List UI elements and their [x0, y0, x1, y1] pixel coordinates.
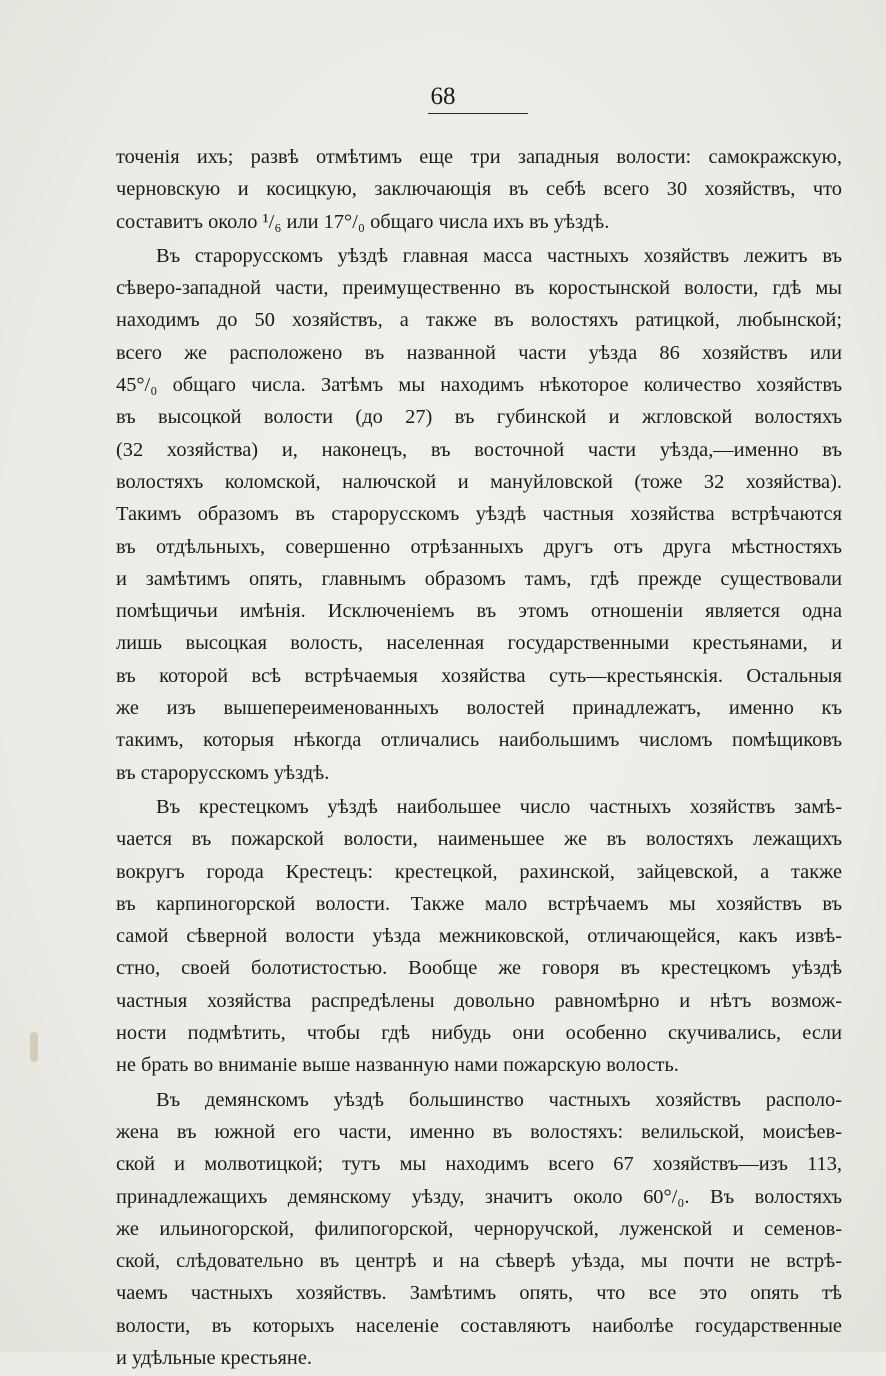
text-line: и удѣльные крестьяне.: [116, 1346, 312, 1369]
text-line: не брать во вниманіе выше названную нами пожарскую волость.: [116, 1054, 679, 1077]
text-line: чаемъ частныхъ хозяйствъ. Замѣтимъ опять, что все это опять тѣ: [116, 1282, 842, 1305]
text-line: въ высоцкой волости (до 27) въ губинской и жгловской волостяхъ: [116, 406, 842, 429]
text-line: лишь высоцкая волость, населенная государственными крестьянами, и: [116, 632, 842, 655]
page-number-rule: [428, 113, 528, 114]
text-line: въ которой всѣ встрѣчаемыя хозяйства суть—крестьянскія. Остальныя: [116, 664, 842, 687]
text-line: и замѣтимъ опять, главнымъ образомъ тамъ, гдѣ прежде существовали: [116, 567, 842, 590]
page-number: 68: [430, 83, 456, 110]
text-line: Въ демянскомъ уѣздѣ большинство частныхъ хозяйствъ располо-: [156, 1088, 842, 1111]
text-line: такимъ, которыя нѣкогда отличались наибольшимъ числомъ помѣщиковъ: [116, 729, 842, 752]
text-line: же ильиногорской, филипогорской, черноручской, луженской и семенов-: [116, 1217, 842, 1240]
text-line: въ карпиногорской волости. Также мало встрѣчаемъ мы хозяйствъ въ: [116, 892, 842, 915]
text-line: Такимъ образомъ въ старорусскомъ уѣздѣ частныя хозяйства встрѣчаются: [116, 503, 842, 526]
text-line: въ старорусскомъ уѣздѣ.: [116, 761, 330, 784]
text-line: чается въ пожарской волости, наименьшее же въ волостяхъ лежащихъ: [116, 828, 842, 851]
text-line: принадлежащихъ демянскому уѣзду, значитъ около 60°/₀. Въ волостяхъ: [116, 1185, 842, 1208]
text-line: точенія ихъ; развѣ отмѣтимъ еще три западныя волости: самокражскую,: [116, 146, 842, 168]
text-line: въ отдѣльныхъ, совершенно отрѣзанныхъ другъ отъ друга мѣстностяхъ: [116, 535, 842, 558]
text-line: всего же расположено въ названной части уѣзда 86 хозяйствъ или: [116, 341, 842, 364]
text-line: (32 хозяйства) и, наконецъ, въ восточной части уѣзда,—именно въ: [116, 438, 842, 461]
text-line: 45°/₀ общаго числа. Затѣмъ мы находимъ нѣкоторое количество хозяйствъ: [116, 374, 842, 397]
text-line: стно, своей болотистостью. Вообще же говоря въ крестецкомъ уѣздѣ: [116, 957, 842, 980]
text-line: вокругъ города Крестецъ: крестецкой, рахинской, зайцевской, а также: [116, 860, 842, 883]
text-line: ности подмѣтить, чтобы гдѣ нибудь они особенно скучивались, если: [116, 1022, 842, 1045]
text-line: ской, слѣдовательно въ центрѣ и на сѣверѣ уѣзда, мы почти не встрѣ-: [116, 1250, 842, 1273]
text-line: же изъ вышепереименованныхъ волостей принадлежатъ, именно къ: [116, 697, 842, 720]
body-text: [116, 141, 842, 1376]
text-line: ской и молвотицкой; тутъ мы находимъ всего 67 хозяйствъ—изъ 113,: [116, 1153, 842, 1176]
text-line: жена въ южной его части, именно въ волостяхъ: велильской, моисѣев-: [116, 1120, 842, 1143]
paragraph: [116, 1084, 842, 1375]
text-line: составитъ около ¹/₆ или 17°/₀ общаго числа ихъ въ уѣздѣ.: [116, 210, 610, 233]
text-line: самой сѣверной волости уѣзда межниковской, отличающейся, какъ извѣ-: [116, 925, 842, 948]
text-line: черновскую и косицкую, заключающія въ себѣ всего 30 хозяйствъ, что: [116, 178, 842, 201]
text-line: находимъ до 50 хозяйствъ, а также въ волостяхъ ратицкой, любынской;: [116, 309, 842, 332]
text-line: Въ старорусскомъ уѣздѣ главная масса частныхъ хозяйствъ лежитъ въ: [156, 244, 842, 267]
text-line: волостяхъ коломской, налючской и мануйловской (тоже 32 хозяйства).: [116, 470, 842, 493]
paragraph: [116, 141, 842, 238]
paragraph: [116, 240, 842, 789]
paragraph: [116, 791, 842, 1082]
paper-stain: [30, 1032, 38, 1062]
text-line: Въ крестецкомъ уѣздѣ наибольшее число частныхъ хозяйствъ замѣ-: [156, 795, 842, 818]
text-line: волости, въ которыхъ населеніе составляютъ наиболѣе государственные: [116, 1314, 842, 1337]
text-line: помѣщичьи имѣнія. Исключеніемъ въ этомъ отношеніи является одна: [116, 600, 842, 623]
text-line: сѣверо-западной части, преимущественно въ коростынской волости, гдѣ мы: [116, 277, 842, 300]
text-line: частныя хозяйства распредѣлены довольно равномѣрно и нѣтъ возмож-: [116, 989, 842, 1012]
